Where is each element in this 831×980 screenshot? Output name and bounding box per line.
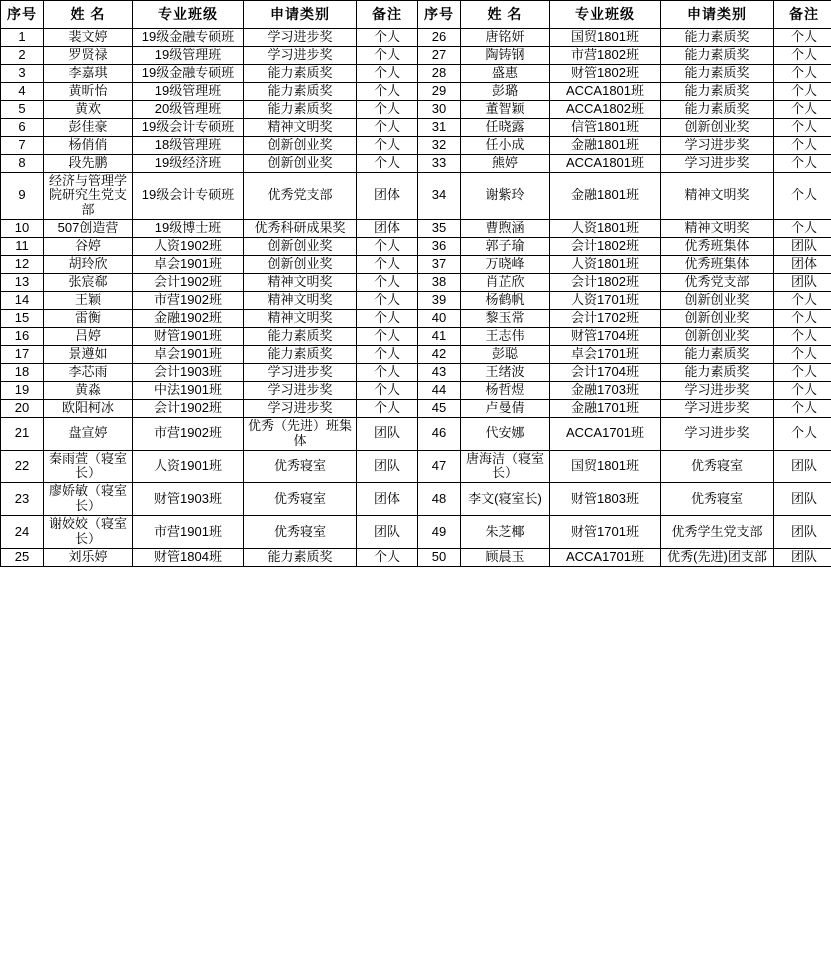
cell-type-right: 学习进步奖	[661, 381, 774, 399]
cell-name-left: 张宸郗	[44, 274, 133, 292]
cell-class-right: 人资1701班	[550, 292, 661, 310]
column-header-type-left: 申请类别	[244, 1, 357, 29]
cell-seq-left: 4	[1, 82, 44, 100]
cell-type-left: 优秀党支部	[244, 172, 357, 220]
cell-note-left: 个人	[357, 100, 418, 118]
table-header-row	[1, 1, 831, 29]
cell-note-left: 团体	[357, 172, 418, 220]
cell-name-left: 罗贤禄	[44, 46, 133, 64]
cell-seq-right: 39	[418, 292, 461, 310]
cell-seq-right: 49	[418, 516, 461, 549]
cell-class-left: 18级管理班	[133, 136, 244, 154]
cell-note-left: 个人	[357, 381, 418, 399]
cell-seq-right: 34	[418, 172, 461, 220]
cell-note-left: 个人	[357, 29, 418, 47]
cell-type-left: 能力素质奖	[244, 82, 357, 100]
column-header-seq-right: 序号	[418, 1, 461, 29]
cell-note-left: 团队	[357, 417, 418, 450]
cell-name-left: 欧阳柯冰	[44, 399, 133, 417]
cell-note-left: 个人	[357, 238, 418, 256]
cell-type-right: 精神文明奖	[661, 172, 774, 220]
cell-note-right: 团队	[774, 549, 831, 567]
cell-name-left: 谷婷	[44, 238, 133, 256]
cell-class-left: 会计1902班	[133, 399, 244, 417]
table-row	[1, 363, 831, 381]
cell-note-right: 个人	[774, 399, 831, 417]
cell-class-right: 金融1701班	[550, 399, 661, 417]
cell-seq-right: 47	[418, 450, 461, 483]
cell-seq-left: 24	[1, 516, 44, 549]
cell-class-right: 会计1802班	[550, 238, 661, 256]
cell-note-left: 个人	[357, 118, 418, 136]
cell-note-left: 个人	[357, 64, 418, 82]
cell-name-right: 任晓露	[461, 118, 550, 136]
cell-class-left: 19级管理班	[133, 82, 244, 100]
cell-name-left: 杨俏俏	[44, 136, 133, 154]
cell-type-right: 创新创业奖	[661, 118, 774, 136]
cell-type-left: 学习进步奖	[244, 363, 357, 381]
cell-seq-right: 36	[418, 238, 461, 256]
cell-seq-right: 31	[418, 118, 461, 136]
cell-note-left: 个人	[357, 327, 418, 345]
cell-type-right: 学习进步奖	[661, 136, 774, 154]
cell-note-right: 个人	[774, 118, 831, 136]
cell-name-left: 黄昕怡	[44, 82, 133, 100]
table-row	[1, 516, 831, 549]
cell-seq-right: 28	[418, 64, 461, 82]
cell-note-right: 个人	[774, 381, 831, 399]
cell-name-right: 王绪波	[461, 363, 550, 381]
cell-class-left: 会计1903班	[133, 363, 244, 381]
cell-type-right: 能力素质奖	[661, 345, 774, 363]
cell-class-right: 金融1801班	[550, 136, 661, 154]
cell-class-right: 财管1803班	[550, 483, 661, 516]
cell-name-left: 黄欢	[44, 100, 133, 118]
cell-name-left: 裴文婷	[44, 29, 133, 47]
cell-class-left: 20级管理班	[133, 100, 244, 118]
cell-name-right: 李文(寝室长)	[461, 483, 550, 516]
cell-seq-left: 7	[1, 136, 44, 154]
cell-type-left: 优秀寝室	[244, 450, 357, 483]
cell-type-right: 创新创业奖	[661, 292, 774, 310]
cell-note-right: 团队	[774, 238, 831, 256]
cell-type-right: 能力素质奖	[661, 64, 774, 82]
cell-class-right: 市营1802班	[550, 46, 661, 64]
cell-seq-left: 3	[1, 64, 44, 82]
table-row	[1, 100, 831, 118]
cell-type-right: 优秀党支部	[661, 274, 774, 292]
cell-name-right: 顾晨玉	[461, 549, 550, 567]
column-header-seq-left: 序号	[1, 1, 44, 29]
cell-class-right: ACCA1801班	[550, 82, 661, 100]
cell-seq-right: 45	[418, 399, 461, 417]
cell-seq-left: 12	[1, 256, 44, 274]
cell-seq-left: 2	[1, 46, 44, 64]
cell-name-left: 刘乐婷	[44, 549, 133, 567]
cell-seq-left: 21	[1, 417, 44, 450]
cell-note-right: 个人	[774, 310, 831, 328]
cell-class-right: 会计1802班	[550, 274, 661, 292]
cell-note-right: 个人	[774, 100, 831, 118]
cell-name-left: 雷衡	[44, 310, 133, 328]
cell-seq-left: 13	[1, 274, 44, 292]
cell-class-right: 人资1801班	[550, 256, 661, 274]
cell-seq-left: 20	[1, 399, 44, 417]
cell-type-right: 能力素质奖	[661, 363, 774, 381]
cell-name-right: 彭聪	[461, 345, 550, 363]
cell-name-right: 卢曼倩	[461, 399, 550, 417]
table-row	[1, 29, 831, 47]
cell-type-left: 创新创业奖	[244, 136, 357, 154]
cell-name-left: 经济与管理学院研究生党支部	[44, 172, 133, 220]
table-row	[1, 274, 831, 292]
cell-type-right: 能力素质奖	[661, 29, 774, 47]
cell-name-left: 李芯雨	[44, 363, 133, 381]
cell-name-right: 陶铸钢	[461, 46, 550, 64]
cell-note-right: 个人	[774, 345, 831, 363]
cell-type-left: 能力素质奖	[244, 345, 357, 363]
cell-note-right: 个人	[774, 82, 831, 100]
cell-seq-right: 43	[418, 363, 461, 381]
cell-class-left: 市营1901班	[133, 516, 244, 549]
cell-type-left: 优秀（先进）班集体	[244, 417, 357, 450]
cell-type-right: 优秀寝室	[661, 450, 774, 483]
cell-note-left: 团体	[357, 220, 418, 238]
cell-note-left: 个人	[357, 310, 418, 328]
cell-class-right: 金融1801班	[550, 172, 661, 220]
cell-seq-left: 5	[1, 100, 44, 118]
cell-class-left: 19级管理班	[133, 46, 244, 64]
table-row	[1, 417, 831, 450]
cell-class-right: 国贸1801班	[550, 29, 661, 47]
cell-note-right: 团队	[774, 483, 831, 516]
cell-name-right: 任小成	[461, 136, 550, 154]
cell-class-right: 会计1704班	[550, 363, 661, 381]
cell-note-right: 个人	[774, 29, 831, 47]
cell-note-right: 个人	[774, 417, 831, 450]
cell-seq-left: 22	[1, 450, 44, 483]
cell-type-left: 能力素质奖	[244, 100, 357, 118]
cell-type-left: 创新创业奖	[244, 154, 357, 172]
cell-note-left: 团体	[357, 483, 418, 516]
cell-name-right: 朱芝椰	[461, 516, 550, 549]
cell-seq-left: 10	[1, 220, 44, 238]
cell-name-right: 盛惠	[461, 64, 550, 82]
cell-class-right: 财管1704班	[550, 327, 661, 345]
column-header-name-left: 姓 名	[44, 1, 133, 29]
table-row	[1, 220, 831, 238]
cell-seq-left: 11	[1, 238, 44, 256]
table-row	[1, 238, 831, 256]
cell-class-right: 财管1802班	[550, 64, 661, 82]
cell-type-left: 创新创业奖	[244, 238, 357, 256]
table-row	[1, 292, 831, 310]
cell-class-left: 会计1902班	[133, 274, 244, 292]
cell-class-right: ACCA1701班	[550, 549, 661, 567]
cell-class-left: 金融1902班	[133, 310, 244, 328]
column-header-note-right: 备注	[774, 1, 831, 29]
cell-type-right: 学习进步奖	[661, 399, 774, 417]
table-row	[1, 256, 831, 274]
cell-seq-right: 38	[418, 274, 461, 292]
cell-class-left: 19级金融专硕班	[133, 29, 244, 47]
cell-name-left: 廖娇敏（寝室长）	[44, 483, 133, 516]
cell-class-left: 19级会计专硕班	[133, 172, 244, 220]
table-row	[1, 136, 831, 154]
cell-name-right: 唐铭妍	[461, 29, 550, 47]
cell-type-left: 优秀寝室	[244, 483, 357, 516]
cell-type-right: 创新创业奖	[661, 310, 774, 328]
cell-seq-right: 37	[418, 256, 461, 274]
cell-type-left: 优秀科研成果奖	[244, 220, 357, 238]
column-header-name-right: 姓 名	[461, 1, 550, 29]
cell-class-left: 财管1901班	[133, 327, 244, 345]
column-header-class-left: 专业班级	[133, 1, 244, 29]
table-row	[1, 64, 831, 82]
cell-seq-right: 33	[418, 154, 461, 172]
cell-type-left: 学习进步奖	[244, 399, 357, 417]
cell-class-right: 财管1701班	[550, 516, 661, 549]
table-row	[1, 450, 831, 483]
cell-note-left: 个人	[357, 46, 418, 64]
table-row	[1, 172, 831, 220]
cell-note-right: 个人	[774, 363, 831, 381]
cell-name-left: 景遵如	[44, 345, 133, 363]
cell-type-left: 能力素质奖	[244, 327, 357, 345]
cell-type-left: 创新创业奖	[244, 256, 357, 274]
column-header-type-right: 申请类别	[661, 1, 774, 29]
cell-note-left: 个人	[357, 256, 418, 274]
table-row	[1, 327, 831, 345]
cell-seq-left: 25	[1, 549, 44, 567]
cell-name-right: 熊婷	[461, 154, 550, 172]
cell-note-left: 个人	[357, 345, 418, 363]
cell-seq-right: 41	[418, 327, 461, 345]
cell-name-left: 盘宣婷	[44, 417, 133, 450]
cell-seq-right: 46	[418, 417, 461, 450]
cell-class-left: 19级金融专硕班	[133, 64, 244, 82]
cell-name-right: 黎玉常	[461, 310, 550, 328]
cell-type-right: 优秀学生党支部	[661, 516, 774, 549]
cell-seq-right: 35	[418, 220, 461, 238]
cell-type-left: 精神文明奖	[244, 310, 357, 328]
cell-class-left: 19级经济班	[133, 154, 244, 172]
cell-class-left: 19级会计专硕班	[133, 118, 244, 136]
cell-class-left: 人资1901班	[133, 450, 244, 483]
cell-note-right: 团体	[774, 256, 831, 274]
cell-type-left: 学习进步奖	[244, 46, 357, 64]
cell-class-left: 中法1901班	[133, 381, 244, 399]
cell-name-left: 段先鹏	[44, 154, 133, 172]
cell-note-right: 个人	[774, 46, 831, 64]
table-row	[1, 381, 831, 399]
cell-class-right: ACCA1802班	[550, 100, 661, 118]
cell-type-left: 优秀寝室	[244, 516, 357, 549]
cell-seq-right: 42	[418, 345, 461, 363]
cell-seq-left: 1	[1, 29, 44, 47]
cell-class-left: 19级博士班	[133, 220, 244, 238]
cell-note-right: 团队	[774, 274, 831, 292]
cell-class-right: 人资1801班	[550, 220, 661, 238]
table-row	[1, 82, 831, 100]
cell-seq-left: 16	[1, 327, 44, 345]
cell-seq-left: 15	[1, 310, 44, 328]
cell-class-right: ACCA1801班	[550, 154, 661, 172]
cell-note-left: 团队	[357, 450, 418, 483]
cell-class-right: 卓会1701班	[550, 345, 661, 363]
cell-note-right: 团队	[774, 450, 831, 483]
cell-name-right: 曹煦涵	[461, 220, 550, 238]
cell-note-right: 个人	[774, 154, 831, 172]
cell-name-right: 代安娜	[461, 417, 550, 450]
cell-type-left: 精神文明奖	[244, 292, 357, 310]
cell-class-left: 卓会1901班	[133, 256, 244, 274]
cell-name-left: 彭佳豪	[44, 118, 133, 136]
cell-class-left: 财管1804班	[133, 549, 244, 567]
cell-note-right: 个人	[774, 136, 831, 154]
cell-note-left: 个人	[357, 399, 418, 417]
cell-class-left: 财管1903班	[133, 483, 244, 516]
cell-note-right: 个人	[774, 292, 831, 310]
cell-seq-right: 30	[418, 100, 461, 118]
cell-note-left: 个人	[357, 292, 418, 310]
table-row	[1, 345, 831, 363]
cell-seq-right: 27	[418, 46, 461, 64]
cell-seq-right: 32	[418, 136, 461, 154]
cell-seq-left: 17	[1, 345, 44, 363]
cell-note-right: 个人	[774, 64, 831, 82]
column-header-note-left: 备注	[357, 1, 418, 29]
cell-name-left: 吕婷	[44, 327, 133, 345]
cell-seq-left: 14	[1, 292, 44, 310]
cell-class-right: 会计1702班	[550, 310, 661, 328]
cell-type-right: 学习进步奖	[661, 417, 774, 450]
cell-name-left: 王颖	[44, 292, 133, 310]
table-row	[1, 549, 831, 567]
cell-note-left: 个人	[357, 82, 418, 100]
cell-name-right: 王志伟	[461, 327, 550, 345]
cell-class-left: 市营1902班	[133, 292, 244, 310]
cell-class-right: 信管1801班	[550, 118, 661, 136]
cell-name-right: 肖芷欣	[461, 274, 550, 292]
cell-name-left: 谢姣姣（寝室长）	[44, 516, 133, 549]
cell-seq-right: 40	[418, 310, 461, 328]
cell-type-right: 精神文明奖	[661, 220, 774, 238]
cell-class-left: 市营1902班	[133, 417, 244, 450]
cell-note-right: 个人	[774, 327, 831, 345]
cell-name-right: 万晓峰	[461, 256, 550, 274]
cell-type-right: 学习进步奖	[661, 154, 774, 172]
cell-name-right: 杨哲煜	[461, 381, 550, 399]
cell-type-left: 能力素质奖	[244, 549, 357, 567]
cell-note-left: 团队	[357, 516, 418, 549]
cell-class-right: ACCA1701班	[550, 417, 661, 450]
cell-type-left: 精神文明奖	[244, 274, 357, 292]
table-row	[1, 399, 831, 417]
table-row	[1, 118, 831, 136]
cell-type-left: 能力素质奖	[244, 64, 357, 82]
cell-name-right: 唐海洁（寝室长）	[461, 450, 550, 483]
cell-name-right: 董智颖	[461, 100, 550, 118]
cell-type-right: 能力素质奖	[661, 46, 774, 64]
cell-note-left: 个人	[357, 549, 418, 567]
table-row	[1, 46, 831, 64]
cell-seq-right: 50	[418, 549, 461, 567]
cell-name-right: 谢紫玲	[461, 172, 550, 220]
table-row	[1, 483, 831, 516]
cell-type-right: 优秀班集体	[661, 238, 774, 256]
table-row	[1, 154, 831, 172]
cell-name-right: 郭子瑜	[461, 238, 550, 256]
table-row	[1, 310, 831, 328]
cell-seq-left: 9	[1, 172, 44, 220]
cell-type-right: 优秀班集体	[661, 256, 774, 274]
cell-seq-right: 48	[418, 483, 461, 516]
cell-class-right: 金融1703班	[550, 381, 661, 399]
cell-class-left: 人资1902班	[133, 238, 244, 256]
cell-type-left: 学习进步奖	[244, 29, 357, 47]
cell-seq-left: 19	[1, 381, 44, 399]
cell-note-right: 个人	[774, 220, 831, 238]
cell-seq-right: 44	[418, 381, 461, 399]
cell-note-right: 团队	[774, 516, 831, 549]
cell-note-left: 个人	[357, 154, 418, 172]
cell-class-right: 国贸1801班	[550, 450, 661, 483]
cell-note-right: 个人	[774, 172, 831, 220]
cell-seq-left: 8	[1, 154, 44, 172]
cell-type-right: 创新创业奖	[661, 327, 774, 345]
cell-type-right: 优秀寝室	[661, 483, 774, 516]
cell-name-left: 秦雨萱（寝室长）	[44, 450, 133, 483]
cell-seq-left: 6	[1, 118, 44, 136]
cell-name-right: 杨鹤帆	[461, 292, 550, 310]
cell-name-left: 507创造营	[44, 220, 133, 238]
cell-name-left: 胡玲欣	[44, 256, 133, 274]
cell-seq-right: 29	[418, 82, 461, 100]
cell-name-right: 彭璐	[461, 82, 550, 100]
cell-type-left: 精神文明奖	[244, 118, 357, 136]
cell-seq-right: 26	[418, 29, 461, 47]
cell-note-left: 个人	[357, 363, 418, 381]
cell-type-right: 能力素质奖	[661, 100, 774, 118]
cell-class-left: 卓会1901班	[133, 345, 244, 363]
cell-name-left: 李嘉琪	[44, 64, 133, 82]
cell-type-left: 学习进步奖	[244, 381, 357, 399]
cell-name-left: 黄淼	[44, 381, 133, 399]
column-header-class-right: 专业班级	[550, 1, 661, 29]
cell-note-left: 个人	[357, 136, 418, 154]
cell-type-right: 优秀(先进)团支部	[661, 549, 774, 567]
cell-type-right: 能力素质奖	[661, 82, 774, 100]
cell-note-left: 个人	[357, 274, 418, 292]
cell-seq-left: 18	[1, 363, 44, 381]
cell-seq-left: 23	[1, 483, 44, 516]
